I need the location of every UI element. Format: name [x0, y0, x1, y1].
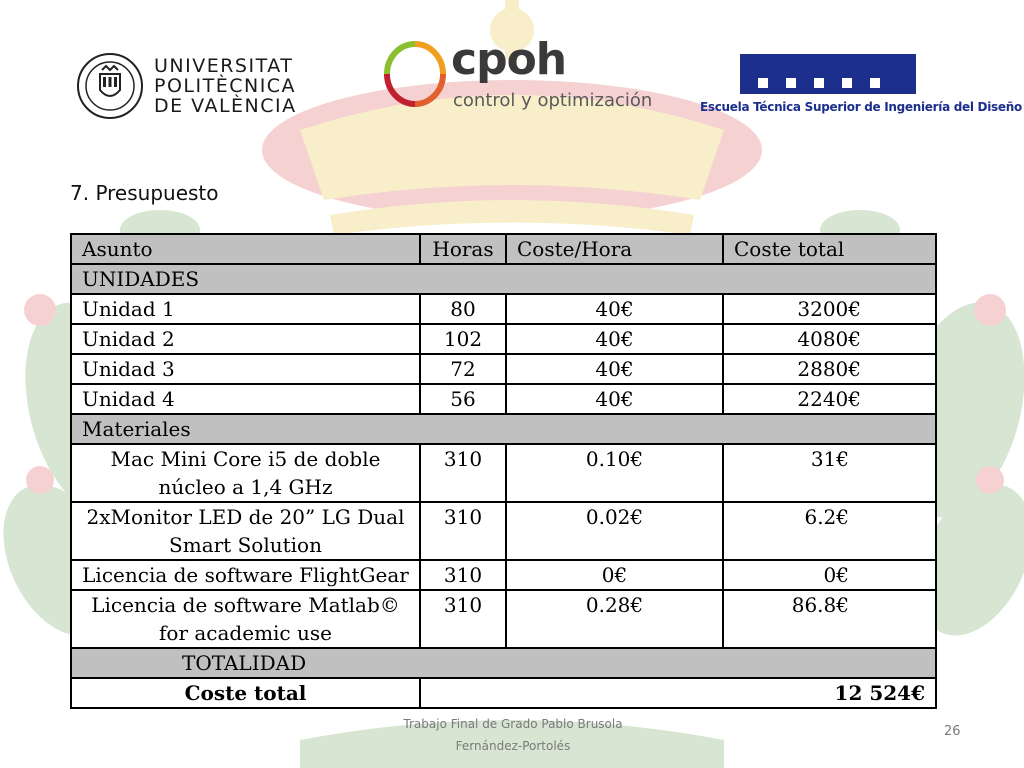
table-row — [71, 354, 936, 384]
cpoh-name: cpoh — [451, 34, 567, 85]
total-label: Coste total — [71, 678, 420, 708]
cell-asunto: Licencia de software Matlab© for academic use — [71, 590, 420, 648]
cell-asunto: Licencia de software FlightGear — [71, 560, 420, 590]
cell-coste-total: 3200€ — [723, 294, 936, 324]
cell-asunto: Unidad 3 — [71, 354, 420, 384]
cell-coste-total: 4080€ — [723, 324, 936, 354]
upv-line-2: POLITÈCNICA — [154, 75, 297, 97]
header-coste-hora: Coste/Hora — [506, 234, 723, 264]
cell-horas: 310 — [420, 502, 506, 560]
cell-horas: 102 — [420, 324, 506, 354]
table-row — [71, 444, 936, 502]
section-row-unidades — [71, 264, 936, 294]
cell-coste-total: 86.8€ — [723, 590, 936, 648]
etsid-emblem — [740, 54, 916, 94]
upv-seal-icon — [76, 52, 144, 120]
cell-coste-hora: 0€ — [506, 560, 723, 590]
section-label: TOTALIDAD — [71, 648, 936, 678]
cpoh-subtitle: control y optimización — [453, 90, 653, 111]
cell-asunto: Unidad 1 — [71, 294, 420, 324]
budget-table — [70, 233, 937, 709]
footer-note: Trabajo Final de Grado Pablo Brusola Fernández-Portolés — [403, 717, 623, 753]
header-coste-total: Coste total — [723, 234, 936, 264]
table-row — [71, 560, 936, 590]
cell-asunto: Unidad 2 — [71, 324, 420, 354]
cell-asunto: Unidad 4 — [71, 384, 420, 414]
cell-coste-hora: 0.10€ — [506, 444, 723, 502]
section-title: 7. Presupuesto — [70, 181, 219, 205]
cell-coste-total: 0€ — [723, 560, 936, 590]
table-row — [71, 590, 936, 648]
etsid-name: Escuela Técnica Superior de Ingeniería del Diseño — [700, 100, 1022, 114]
table-header-row — [71, 234, 936, 264]
cell-coste-hora: 40€ — [506, 324, 723, 354]
total-value: 12 524€ — [420, 678, 936, 708]
cell-horas: 72 — [420, 354, 506, 384]
cell-coste-total: 6.2€ — [723, 502, 936, 560]
cell-horas: 310 — [420, 560, 506, 590]
header-asunto: Asunto — [71, 234, 420, 264]
cell-asunto: 2xMonitor LED de 20” LG Dual Smart Solution — [71, 502, 420, 560]
cell-horas: 310 — [420, 444, 506, 502]
cell-coste-hora: 0.02€ — [506, 502, 723, 560]
upv-logo — [76, 52, 316, 122]
section-row-totalidad — [71, 648, 936, 678]
cell-asunto: Mac Mini Core i5 de doble núcleo a 1,4 GHz — [71, 444, 420, 502]
table-row — [71, 324, 936, 354]
cell-coste-total: 31€ — [723, 444, 936, 502]
cell-coste-hora: 40€ — [506, 294, 723, 324]
cell-horas: 310 — [420, 590, 506, 648]
cell-coste-hora: 40€ — [506, 354, 723, 384]
table-row — [71, 294, 936, 324]
cpoh-ring-icon — [383, 38, 447, 112]
header-horas: Horas — [420, 234, 506, 264]
table-row — [71, 384, 936, 414]
cell-coste-hora: 40€ — [506, 384, 723, 414]
upv-name — [154, 56, 297, 116]
page-number: 26 — [944, 724, 961, 739]
cell-horas: 56 — [420, 384, 506, 414]
section-label: Materiales — [71, 414, 936, 444]
section-label: UNIDADES — [71, 264, 936, 294]
cell-coste-hora: 0.28€ — [506, 590, 723, 648]
cpoh-logo — [383, 34, 653, 118]
section-row-materiales — [71, 414, 936, 444]
table-row — [71, 502, 936, 560]
cell-coste-total: 2240€ — [723, 384, 936, 414]
cell-horas: 80 — [420, 294, 506, 324]
etsid-logo — [700, 52, 1022, 122]
upv-line-1: UNIVERSITAT — [154, 55, 294, 77]
cell-coste-total: 2880€ — [723, 354, 936, 384]
total-row — [71, 678, 936, 708]
upv-line-3: DE VALÈNCIA — [154, 95, 297, 117]
